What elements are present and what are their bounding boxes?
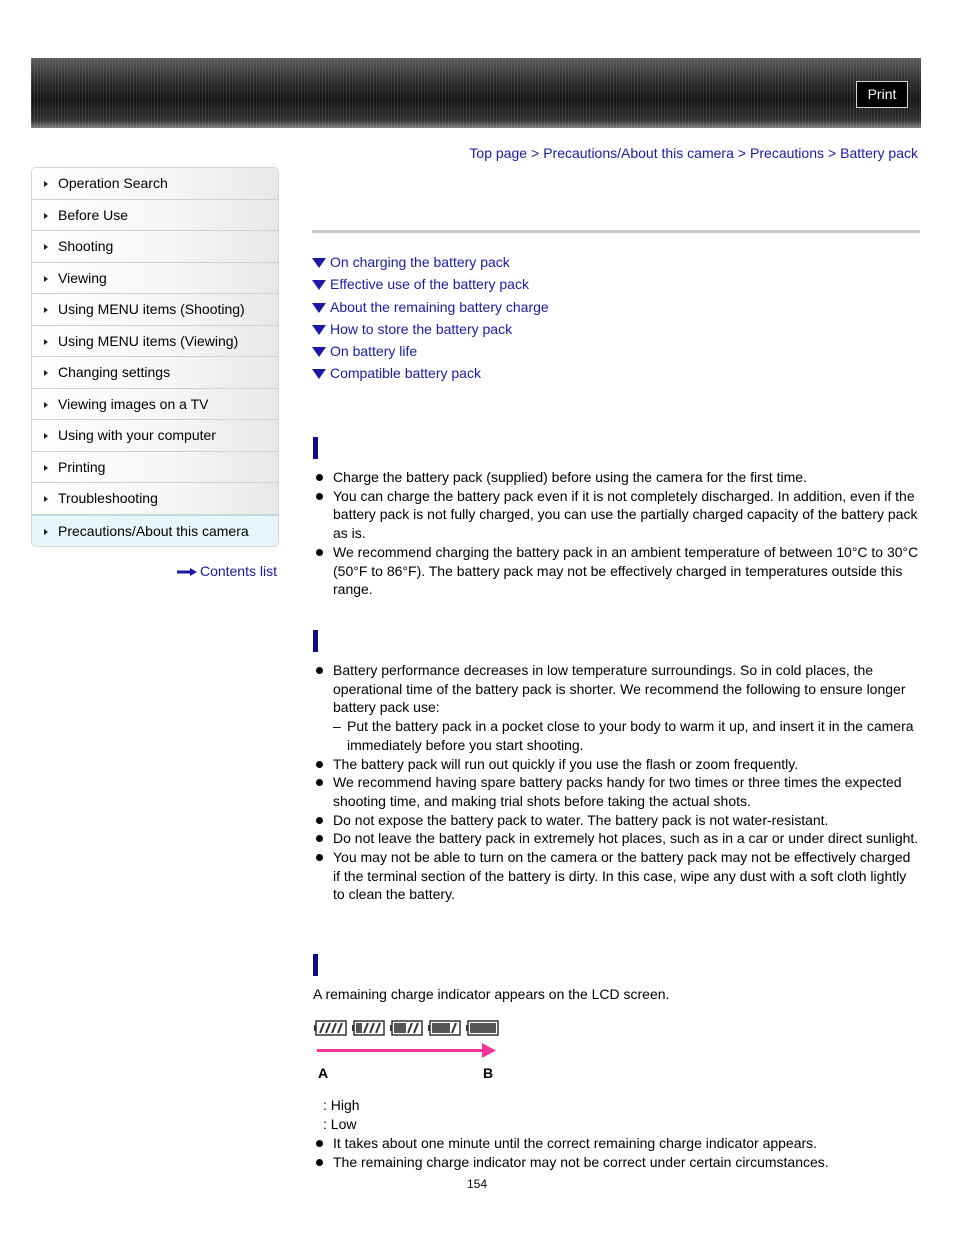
list-item: It takes about one minute until the correct remaining charge indicator appears.: [313, 1134, 920, 1153]
toc-link-label: Effective use of the battery pack: [330, 276, 529, 293]
sidebar-item-label: Using with your computer: [58, 427, 216, 443]
sidebar-item-label: Using MENU items (Viewing): [58, 332, 239, 349]
list-item: Do not expose the battery pack to water. The battery pack is not water-resistant.: [313, 811, 920, 830]
sidebar-item-operation-search[interactable]: [32, 168, 278, 200]
sidebar-item-label: Before Use: [58, 206, 129, 223]
list-item: The remaining charge indicator may not be correct under certain circumstances.: [313, 1153, 920, 1172]
caret-right-icon: [44, 433, 48, 439]
caret-right-icon: [44, 402, 48, 408]
sidebar-item-precautions[interactable]: [32, 515, 278, 547]
pink-arrow-icon: [317, 1043, 496, 1058]
section-marker: [313, 630, 318, 652]
caret-right-icon: [44, 244, 48, 250]
legend-high: : High: [323, 1097, 360, 1113]
caret-right-icon: [44, 213, 48, 219]
label-a: A: [318, 1065, 329, 1081]
toc-link-label: About the remaining battery charge: [330, 298, 549, 315]
sidebar-item-label: Viewing images on a TV: [58, 395, 209, 412]
contents-list-label: Contents list: [199, 563, 277, 579]
page-title-divider: [312, 230, 920, 233]
legend-low: : Low: [323, 1116, 357, 1132]
sidebar-item-changing-settings[interactable]: [32, 357, 278, 389]
sidebar-item-label: Shooting: [58, 238, 114, 254]
sidebar-item-label: Precautions/About this camera: [58, 522, 249, 539]
triangle-down-icon: [312, 303, 326, 313]
breadcrumb-separator: >: [531, 145, 540, 161]
toc-link-label: How to store the battery pack: [330, 320, 513, 337]
battery-quarter-icon: [428, 1021, 460, 1035]
sidebar-item-menu-shooting[interactable]: [32, 294, 278, 326]
battery-empty-icon: [466, 1021, 498, 1035]
sidebar-item-label: Printing: [58, 458, 106, 475]
list-item: We recommend having spare battery packs handy for two times or three times the expected shooting time, and making trial shots before taking the actual shots.: [313, 773, 920, 810]
list-item: You may not be able to turn on the camera or the battery pack may not be effectively charged if the terminal section of the battery is dirty. In this case, wipe any dust with a soft cloth lightly to clean the battery.: [313, 848, 920, 904]
caret-right-icon: [44, 181, 48, 187]
toc-item-charging[interactable]: [312, 253, 549, 275]
breadcrumb-precautions[interactable]: Precautions: [750, 145, 824, 161]
battery-indicator-figure: [314, 1018, 499, 1082]
breadcrumb-top-page[interactable]: Top page: [469, 145, 528, 161]
sidebar-item-label: Changing settings: [58, 364, 171, 380]
effective-use-list: [313, 661, 920, 904]
page-toc: [312, 253, 549, 387]
battery-three-quarter-icon: [352, 1021, 384, 1035]
toc-item-remaining-charge[interactable]: [312, 298, 549, 320]
page-number: 154: [466, 1177, 488, 1191]
sidebar-item-label: Troubleshooting: [58, 490, 158, 506]
list-item: You can charge the battery pack even if it is not completely discharged. In addition, even if the battery pack is not fully charged, you can use the partially charged capacity of the battery pack as is.: [313, 487, 920, 543]
caret-right-icon: [44, 307, 48, 313]
remaining-charge-intro: A remaining charge indicator appears on the LCD screen.: [313, 986, 670, 1002]
list-item: Do not leave the battery pack in extremely hot places, such as in a car or under direct sunlight.: [313, 829, 920, 848]
sidebar-item-shooting[interactable]: [32, 231, 278, 263]
caret-right-icon: [44, 276, 48, 282]
breadcrumb-precautions-about[interactable]: Precautions/About this camera: [543, 145, 734, 161]
print-button[interactable]: Print: [856, 81, 908, 108]
breadcrumb-separator: >: [737, 145, 747, 161]
charging-notes-list: [313, 468, 920, 599]
sidebar-nav: [31, 167, 279, 547]
triangle-down-icon: [312, 369, 326, 379]
section-marker: [313, 437, 318, 459]
toc-item-battery-life[interactable]: [312, 342, 549, 364]
toc-item-compatible[interactable]: [312, 364, 549, 386]
header-banner: [31, 58, 921, 128]
list-item: The battery pack will run out quickly if you use the flash or zoom frequently.: [313, 755, 920, 774]
toc-link-label: Compatible battery pack: [330, 365, 481, 382]
breadcrumb: [469, 145, 918, 161]
sidebar-item-before-use[interactable]: [32, 200, 278, 232]
caret-right-icon: [44, 496, 48, 502]
toc-link-label: On charging the battery pack: [330, 254, 510, 270]
breadcrumb-separator: >: [827, 145, 837, 161]
breadcrumb-battery-pack[interactable]: Battery pack: [840, 145, 918, 161]
battery-half-icon: [390, 1021, 422, 1035]
section-marker: [313, 954, 318, 976]
contents-list-link[interactable]: [177, 563, 277, 579]
triangle-down-icon: [312, 325, 326, 335]
arrow-right-icon: [177, 568, 197, 576]
battery-full-icon: [314, 1021, 346, 1035]
toc-link-label: On battery life: [330, 343, 418, 360]
toc-item-store[interactable]: [312, 320, 549, 342]
sidebar-item-viewing-tv[interactable]: [32, 389, 278, 421]
sidebar-item-menu-viewing[interactable]: [32, 326, 278, 358]
list-item: Charge the battery pack (supplied) before using the camera for the first time.: [313, 468, 920, 487]
toc-item-effective-use[interactable]: [312, 275, 549, 297]
sidebar-item-label: Operation Search: [58, 175, 168, 191]
sidebar-item-printing[interactable]: [32, 452, 278, 484]
list-item: Battery performance decreases in low temperature surroundings. So in cold places, the operational time of the battery pack is shorter. We recommend the following to ensure longer battery pack use:: [313, 661, 920, 717]
label-b: B: [483, 1065, 494, 1081]
triangle-down-icon: [312, 347, 326, 357]
caret-right-icon: [44, 465, 48, 471]
triangle-down-icon: [312, 280, 326, 290]
caret-right-icon: [44, 339, 48, 345]
sidebar-item-label: Viewing: [58, 269, 107, 286]
remaining-charge-notes: [313, 1134, 920, 1171]
sidebar-item-label: Using MENU items (Shooting): [58, 301, 245, 317]
sidebar-item-viewing[interactable]: [32, 263, 278, 295]
caret-right-icon: [44, 370, 48, 376]
triangle-down-icon: [312, 258, 326, 268]
sidebar-item-troubleshooting[interactable]: [32, 483, 278, 515]
list-item: We recommend charging the battery pack in an ambient temperature of between 10°C to 30°C (50°F to 86°F). The battery pack may not be effectively charged in temperatures outside this range.: [313, 543, 920, 599]
caret-right-icon: [44, 529, 48, 535]
sidebar-item-computer[interactable]: [32, 420, 278, 452]
sub-list-item: – Put the battery pack in a pocket close to your body to warm it up, and insert it in the camera immediately before you start shooting.: [313, 717, 920, 754]
